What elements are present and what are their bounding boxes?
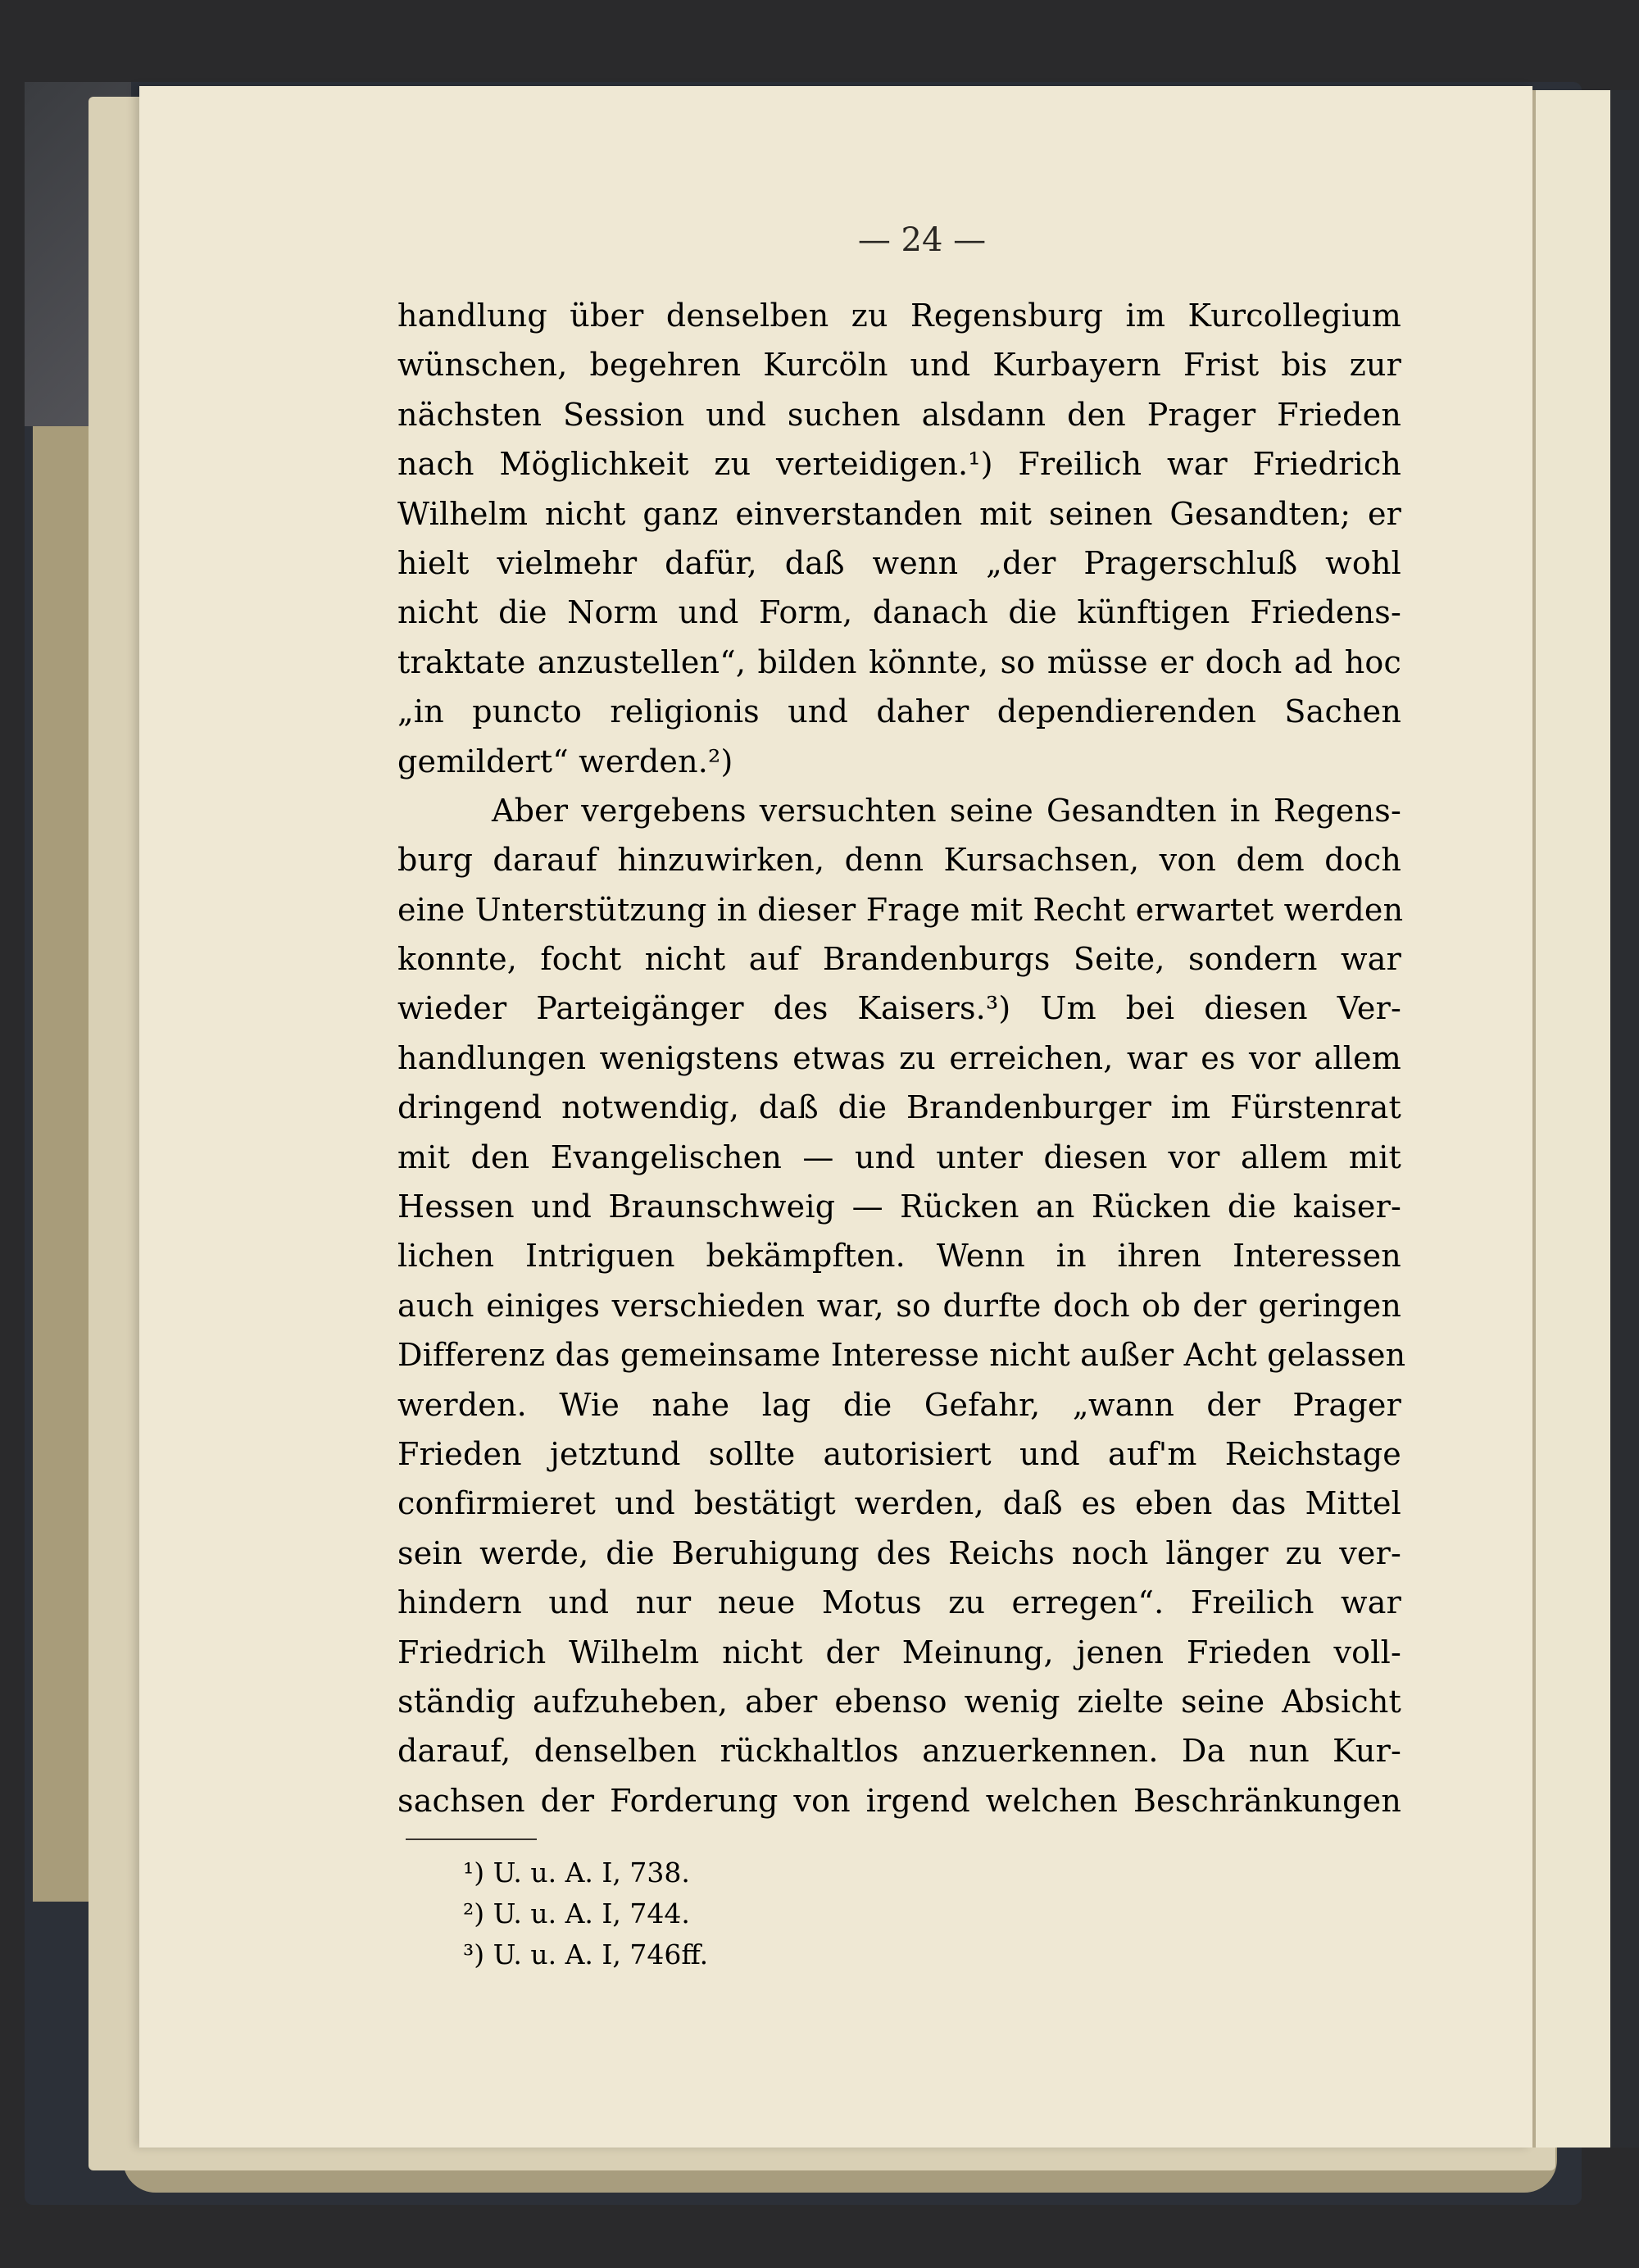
text-line: lichen Intriguen bekämpften. Wenn in ihren Interessen (397, 1238, 1401, 1275)
text-line: handlung über denselben zu Regensburg im Kurcollegium (397, 298, 1401, 334)
text-line: confirmieret und bestätigt werden, daß es eben das Mittel (397, 1485, 1401, 1522)
text-line: auch einiges verschieden war, so durfte doch ob der geringen (397, 1287, 1401, 1324)
text-line: Frieden jetztund sollte autorisiert und auf'm Reichstage (397, 1435, 1401, 1472)
text-line: Differenz das gemeinsame Interesse nicht außer Acht gelassen (397, 1337, 1406, 1374)
text-line: nicht die Norm und Form, danach die künftigen Friedens- (397, 594, 1401, 631)
facing-page-edge (1532, 90, 1618, 2148)
text-line: traktate anzustellen“, bilden könnte, so müsse er doch ad hoc (397, 643, 1401, 680)
text-line: eine Unterstützung in dieser Frage mit Recht erwartet werden (397, 891, 1404, 928)
text-line: „in puncto religionis und daher dependierenden Sachen (397, 693, 1401, 730)
body-text (397, 291, 1406, 1825)
text-line: werden. Wie nahe lag die Gefahr, „wann der Prager (397, 1386, 1401, 1423)
text-line: dringend notwendig, daß die Brandenburger im Fürstenrat (397, 1089, 1401, 1126)
footnote: ¹) U. u. A. I, 738. (463, 1857, 690, 1888)
footnote: ²) U. u. A. I, 744. (463, 1898, 690, 1929)
text-line: sachsen der Forderung von irgend welchen Beschränkungen (397, 1782, 1401, 1819)
page-number: — 24 — (857, 221, 987, 259)
text-line: burg darauf hinzuwirken, denn Kursachsen, von dem doch (397, 842, 1401, 879)
footnotes (463, 1852, 1119, 1975)
footnote-rule (406, 1838, 537, 1840)
text-line: wünschen, begehren Kurcöln und Kurbayern Frist bis zur (397, 347, 1401, 384)
text-line: Wilhelm nicht ganz einverstanden mit seinen Gesandten; er (397, 495, 1401, 532)
text-line: sein werde, die Beruhigung des Reichs noch länger zu ver- (397, 1534, 1401, 1571)
text-line: nach Möglichkeit zu verteidigen.¹) Freilich war Friedrich (397, 446, 1401, 483)
text-line: wieder Parteigänger des Kaisers.³) Um bei diesen Ver- (397, 990, 1401, 1027)
text-line: konnte, focht nicht auf Brandenburgs Seite, sondern war (397, 941, 1401, 978)
text-line: handlungen wenigstens etwas zu erreichen, war es vor allem (397, 1039, 1401, 1076)
text-line: Aber vergebens versuchten seine Gesandten in Regens- (492, 792, 1401, 829)
binding-edge (1610, 90, 1639, 2148)
text-line: gemildert“ werden.²) (397, 743, 733, 779)
text-line: Hessen und Braunschweig — Rücken an Rücken die kaiser- (397, 1189, 1401, 1225)
footnote: ³) U. u. A. I, 746ff. (463, 1938, 709, 1970)
text-line: mit den Evangelischen — und unter diesen vor allem mit (397, 1139, 1401, 1175)
text-line: darauf, denselben rückhaltlos anzuerkennen. Da nun Kur- (397, 1733, 1401, 1770)
text-line: nächsten Session und suchen alsdann den Prager Frieden (397, 396, 1401, 433)
text-line: hielt vielmehr dafür, daß wenn „der Pragerschluß wohl (397, 544, 1401, 581)
text-line: ständig aufzuheben, aber ebenso wenig zielte seine Absicht (397, 1683, 1401, 1720)
text-line: hindern und nur neue Motus zu erregen“. Freilich war (397, 1584, 1401, 1621)
text-line: Friedrich Wilhelm nicht der Meinung, jenen Frieden voll- (397, 1634, 1401, 1670)
